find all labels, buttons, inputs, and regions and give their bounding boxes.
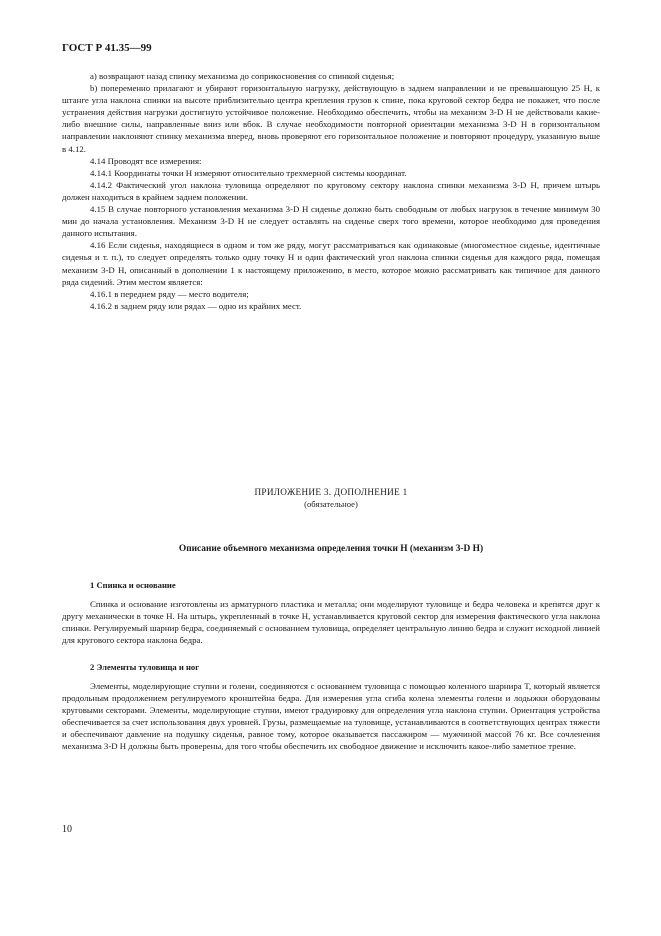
- paragraph-4-14: 4.14 Проводят все измерения:: [90, 155, 202, 166]
- paragraph-4-14-1: 4.14.1 Координаты точки H измеряют относительно трехмерной системы координат.: [90, 167, 407, 178]
- paragraph-b: b) попеременно прилагают и убирают горизонтальную нагрузку, действующую в заднем направлении и не превышающую 25 Н, к штанге угла наклона спинки на высоте приблизительно центра крепления грузов к спине, пока круговой сектор бедра не покажет, что после устранения действия нагрузки достигнуто устойчивое положение. Необходимо обеспечить, чтобы на механизм 3-D H не действовали какие-либо внешние силы, направленные вниз или вбок. В случае необходимости повторной ориентации механизма 3-D H в горизонтальном направлении наклоняют спинку механизма вперед, вновь проверяют его горизонтальное положение и повторяют процедуру, указанную выше в 4.12.: [62, 83, 600, 154]
- paragraph-4-16-1: 4.16.1 в переднем ряду — место водителя;: [90, 288, 249, 299]
- paragraph-4-16-2: 4.16.2 в заднем ряду или рядах — одно из крайних мест.: [90, 300, 302, 311]
- section-body-1: [62, 598, 600, 646]
- paragraph-4-15: 4.15 В случае повторного установления механизма 3-D H сиденье должно быть свободным от любых нагрузок в течение минимум 30 мин до начала установления. Механизм 3-D H не следует оставлять на сиденье сверх того времени, которое необходимо для проведения данного испытания.: [62, 204, 600, 239]
- paragraph-4-16: 4.16 Если сиденья, находящиеся в одном и том же ряду, могут рассматриваться как одинаковые (многоместное сиденье, идентичные сиденья и т. п.), то следует определять только одну точку H и один фактический угол наклона спинки сиденья для каждого ряда, помещая механизм 3-D H, описанный в дополнении 1 к настоящему приложению, в место, которое можно рассматривать как типичное для данного ряда сидений. Этим местом является:: [62, 240, 600, 287]
- appendix-title: ПРИЛОЖЕНИЕ 3. ДОПОЛНЕНИЕ 1: [254, 487, 408, 497]
- page-number: 10: [62, 824, 72, 835]
- section-text-1: Спинка и основание изготовлены из арматурного пластика и металла; они моделируют туловище и бедра человека и крепятся друг к другу механически в точке H. На штырь, укрепленный в точке H, устанавливается круговой сектор для измерения фактического угла наклона спинки. Регулируемый шарнир бедра, соединяемый с основанием туловища, определяет центральную линию бедра и служит исходной линией для кругового сектора наклона бедра.: [62, 599, 600, 646]
- paragraph-a: а) возвращают назад спинку механизма до соприкосновения со спинкой сиденья;: [90, 71, 395, 81]
- section-heading-1: 1 Спинка и основание: [90, 580, 176, 590]
- section-heading-2: 2 Элементы туловища и ног: [90, 662, 200, 672]
- paragraph-4-14-2: 4.14.2 Фактический угол наклона туловища определяют по круговому сектору наклона спинки механизма 3-D H, причем штырь должен находиться в крайнем заднем положении.: [62, 179, 600, 202]
- document-title: Описание объемного механизма определения точки H (механизм 3-D H): [178, 544, 484, 554]
- section-text-2: Элементы, моделирующие ступни и голени, соединяются с основанием туловища с помощью коленного шарнира T, который является продольным продолжением регулируемого кронштейна бедра. Для измерения угла сгиба колена элементы голени и лодыжки оборудованы круговыми секторами. Элементы, моделирующие ступни, имеют градуировку для определения угла наклона ступни. Ориентация устройства обеспечивается за счет использования двух уровней. Грузы, размещаемые на туловище, устанавливаются в соответствующих центрах тяжести и обеспечивают давление на подушку сиденья, равное тому, которое оказывается пассажиром — мужчиной массой 76 кг. Все сочленения механизма 3-D H должны быть проверены, для того чтобы обеспечить их свободное движение и исключить какое-либо заметное трение.: [62, 681, 600, 752]
- document-header: ГОСТ Р 41.35—99: [62, 42, 152, 54]
- section-body-2: [62, 680, 600, 753]
- appendix-subtitle: (обязательное): [304, 499, 358, 509]
- top-text-block: [62, 70, 600, 312]
